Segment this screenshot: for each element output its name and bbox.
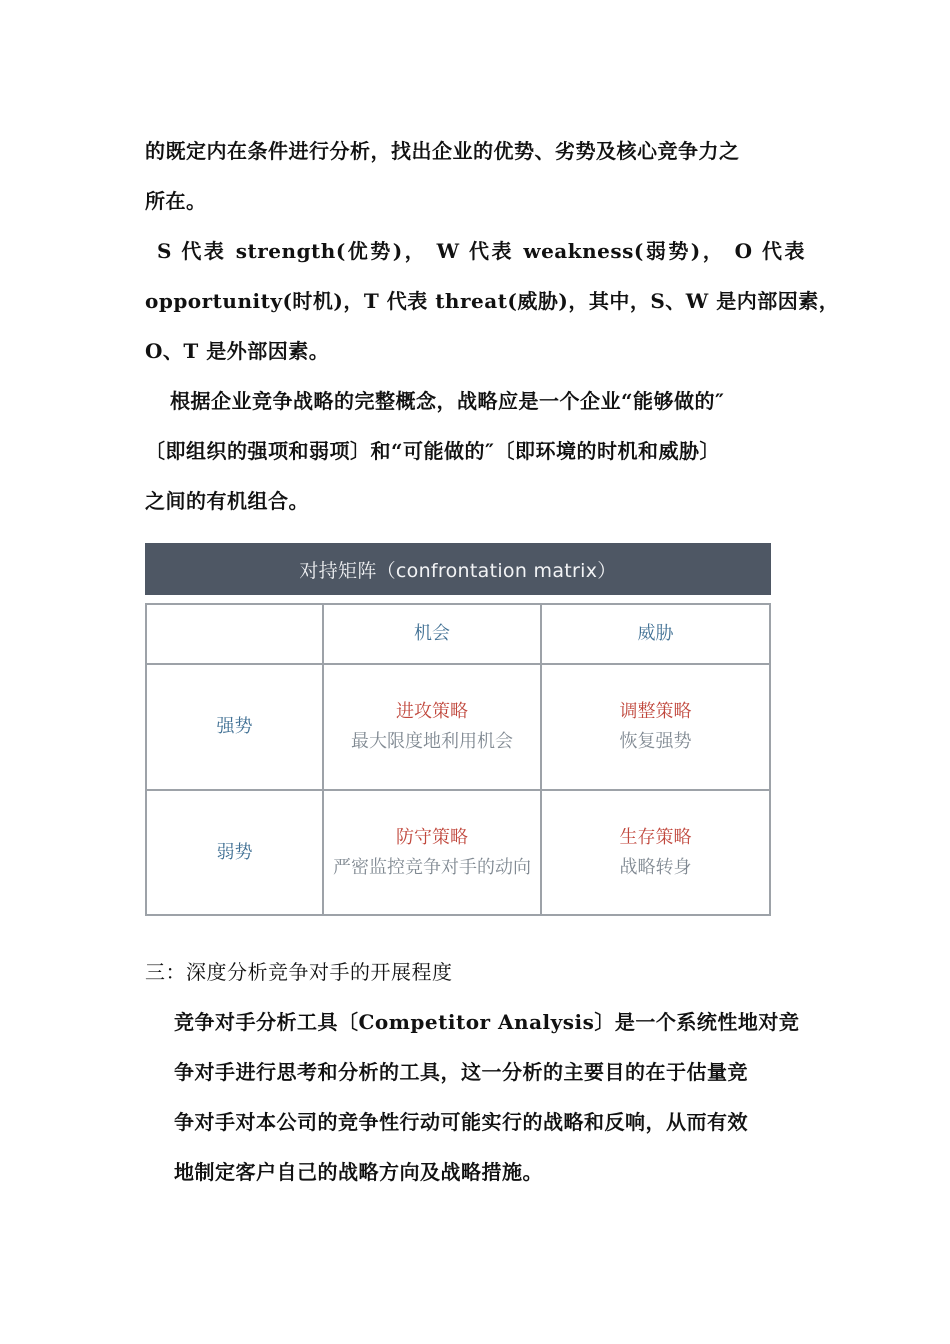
strategy-desc: 恢复强势 bbox=[619, 731, 692, 752]
row-header-strength bbox=[147, 665, 322, 789]
paragraph-line: 地制定客户自己的战略方向及战略措施。 bbox=[174, 1160, 543, 1184]
matrix-cell bbox=[542, 665, 769, 789]
paragraph-line: 竞争对手分析工具〔Competitor Analysis〕是一个系统性地对竞 bbox=[174, 1010, 800, 1034]
matrix-title: 对持矩阵（confrontation matrix） bbox=[145, 543, 771, 595]
paragraph-line: 之间的有机组合。 bbox=[145, 489, 309, 513]
paragraph-line: 〔即组织的强项和弱项〕和“可能做的″〔即环境的时机和威胁〕 bbox=[145, 439, 720, 463]
paragraph-line: opportunity(时机)，T 代表 threat(威胁)，其中，S、W 是内部因素， bbox=[145, 289, 840, 313]
paragraph-line: 的既定内在条件进行分析，找出企业的优势、劣势及核心竞争力之 bbox=[145, 139, 740, 163]
strategy-desc: 战略转身 bbox=[619, 856, 692, 878]
section-heading: 三：深度分析竞争对手的开展程度 bbox=[145, 960, 453, 984]
strategy-title: 生存策略 bbox=[619, 826, 692, 848]
col-header-label: 机会 bbox=[414, 623, 450, 644]
strategy-desc: 严密监控竞争对手的动向 bbox=[333, 856, 531, 878]
paragraph-line: 所在。 bbox=[145, 189, 207, 213]
matrix-cell bbox=[324, 665, 540, 789]
confrontation-matrix bbox=[145, 543, 771, 916]
paragraph-line: S 代表 strength(优势)， W 代表 weakness(弱势)， O 代表 bbox=[157, 239, 805, 263]
matrix-cell bbox=[324, 791, 540, 914]
matrix-cell bbox=[542, 791, 769, 914]
row-header-label: 强势 bbox=[216, 716, 253, 737]
col-header-opportunity bbox=[324, 605, 540, 663]
paragraph-line: 争对手对本公司的竞争性行动可能实行的战略和反响，从而有效 bbox=[174, 1110, 748, 1134]
strategy-title: 调整策略 bbox=[619, 701, 692, 722]
strategy-title: 进攻策略 bbox=[396, 701, 468, 722]
row-header-label: 弱势 bbox=[216, 841, 253, 863]
strategy-desc: 最大限度地利用机会 bbox=[351, 731, 513, 752]
row-header-weakness bbox=[147, 791, 322, 914]
paragraph-line: 争对手进行思考和分析的工具，这一分析的主要目的在于估量竞 bbox=[174, 1060, 748, 1084]
col-header-label: 威胁 bbox=[637, 623, 674, 644]
matrix-grid bbox=[145, 603, 771, 916]
strategy-title: 防守策略 bbox=[396, 826, 468, 848]
col-header-threat bbox=[542, 605, 769, 663]
paragraph-line: 根据企业竞争战略的完整概念，战略应是一个企业“能够做的″ bbox=[170, 389, 725, 413]
paragraph-line: O、T 是外部因素。 bbox=[145, 339, 330, 363]
